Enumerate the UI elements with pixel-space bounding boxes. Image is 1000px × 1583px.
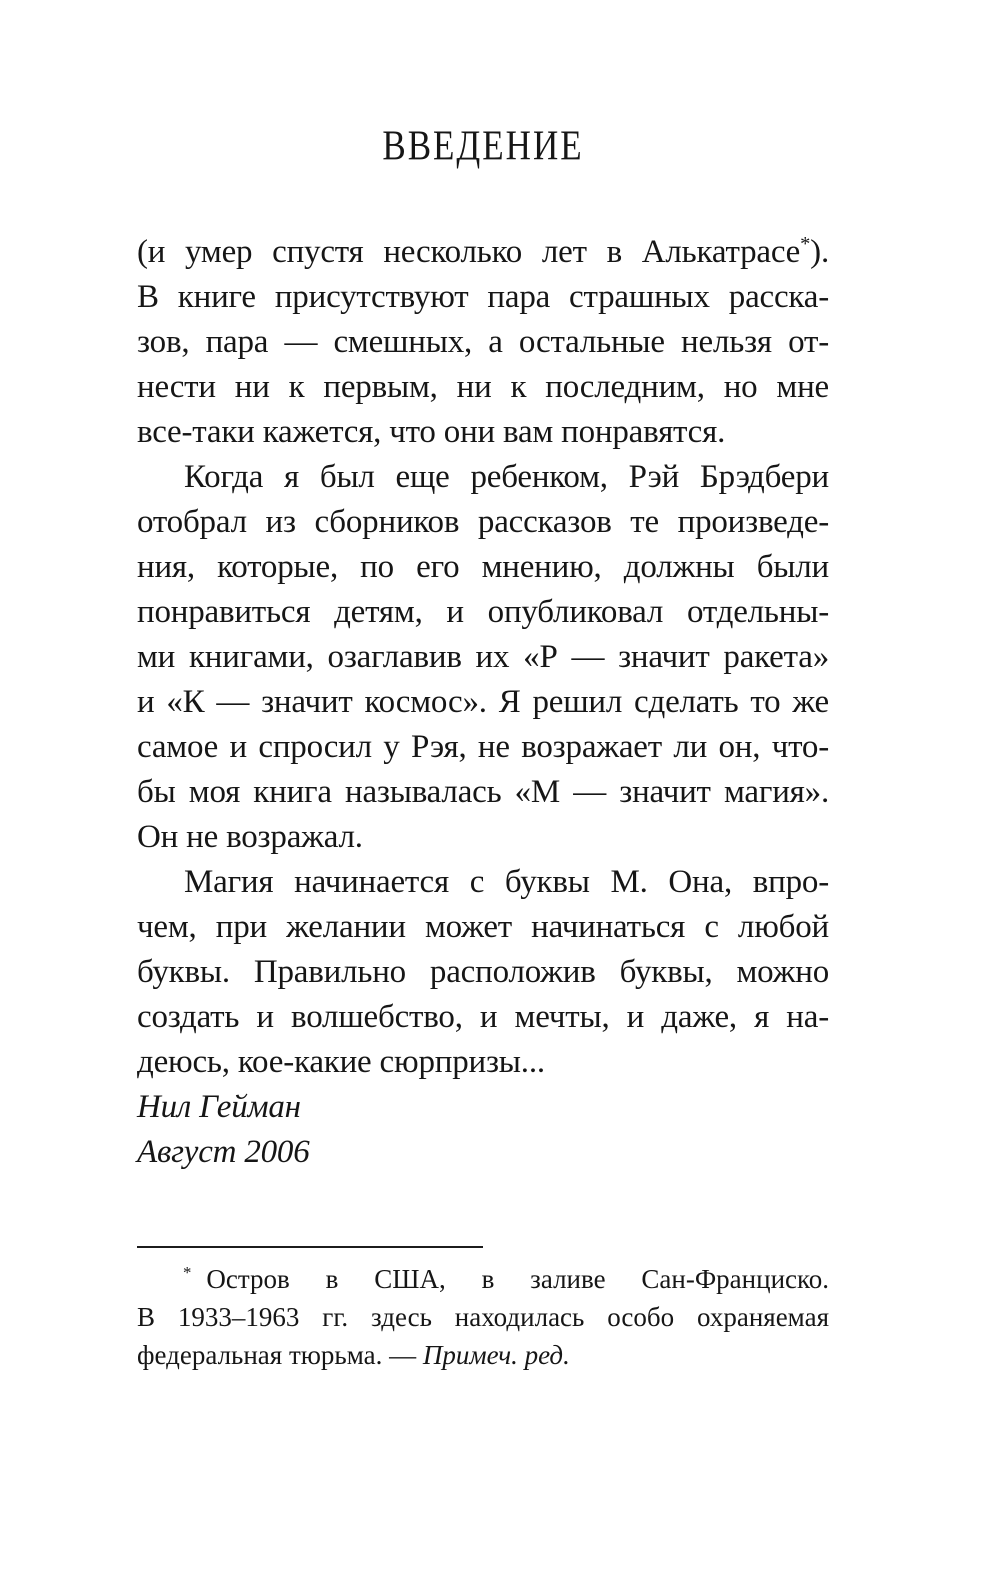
footnote-editor-note: Примеч. ред. (422, 1340, 570, 1370)
text-line: (и умер спустя несколько лет в Алькатрасе*). (137, 233, 829, 270)
chapter-heading-text: ВВЕДЕНИЕ (382, 121, 584, 170)
text-line: В книге присутствуют пара страшных расска- (137, 279, 829, 315)
footnote-ref-asterisk: * (800, 233, 811, 255)
text-line: отобрал из сборников рассказов те произведе- (137, 504, 829, 540)
paragraph (137, 860, 829, 1085)
text-line: Когда я был еще ребенком, Рэй Брэдбери (184, 459, 829, 495)
footnote-line (137, 1260, 829, 1298)
footnote-text: Остров в США, в заливе Сан-Франциско. (206, 1264, 829, 1294)
text-line: Он не возражал. (137, 819, 363, 855)
signature-date-line: Август 2006 (137, 1134, 310, 1170)
body-text (137, 230, 829, 1175)
footnote-line (137, 1336, 829, 1374)
text-line: Магия начинается с буквы М. Она, впро- (184, 864, 829, 900)
footnote-text: В 1933–1963 гг. здесь находилась особо охраняемая (137, 1302, 829, 1332)
paragraph (137, 230, 829, 455)
text-line: ми книгами, озаглавив их «Р — значит ракета» (137, 639, 829, 675)
text-line: бы моя книга называлась «М — значит магия». (137, 774, 829, 810)
text-line: и «К — значит космос». Я решил сделать то же (137, 684, 829, 720)
text-line: зов, пара — смешных, а остальные нельзя от- (137, 324, 829, 360)
text-line: чем, при желании может начинаться с любой (137, 909, 829, 945)
text-line: деюсь, кое-какие сюрпризы... (137, 1044, 545, 1080)
footnote (137, 1246, 829, 1374)
footnote-text: федеральная тюрьма. — (137, 1340, 423, 1370)
text-line: нести ни к первым, ни к последним, но мне (137, 369, 829, 405)
text-line: понравиться детям, и опубликовал отдельны- (137, 594, 829, 630)
footnote-divider (137, 1246, 483, 1248)
text-line: все-таки кажется, что они вам понравятся. (137, 414, 726, 450)
footnote-marker: * (183, 1263, 192, 1282)
signature-block (137, 1085, 829, 1175)
footnote-line (137, 1298, 829, 1336)
chapter-heading (137, 121, 829, 170)
text-line: ния, которые, по его мнению, должны были (137, 549, 829, 585)
text-line: создать и волшебство, и мечты, и даже, я на- (137, 999, 829, 1035)
text-line: буквы. Правильно расположив буквы, можно (137, 954, 829, 990)
text-line: самое и спросил у Рэя, не возражает ли он, что- (137, 729, 829, 765)
signature-author-line: Нил Гейман (137, 1089, 301, 1125)
paragraph (137, 455, 829, 860)
